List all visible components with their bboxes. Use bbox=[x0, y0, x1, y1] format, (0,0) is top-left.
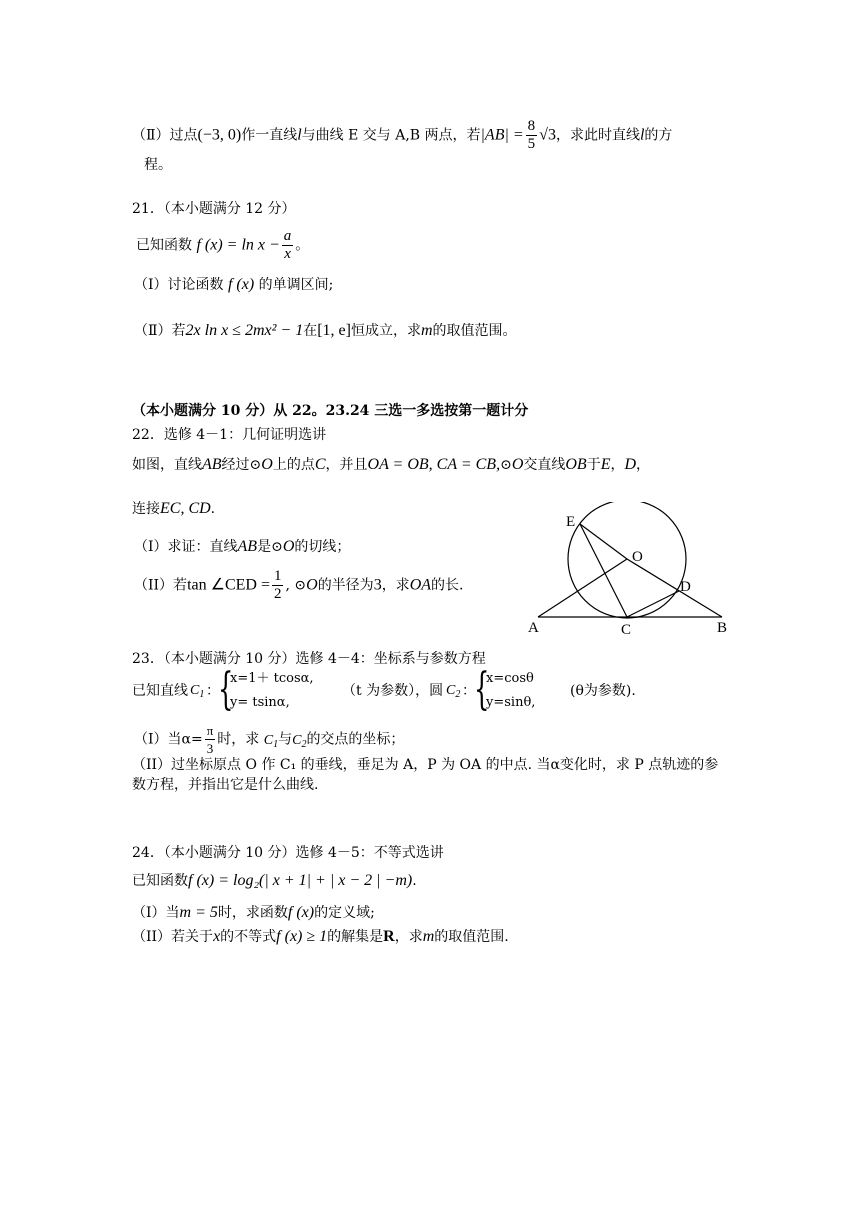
brace-left-c2: { bbox=[474, 664, 490, 715]
function-f: f (x) bbox=[227, 276, 255, 293]
text: 时，求函数 bbox=[217, 905, 288, 921]
text: （t 为参数），圆 bbox=[342, 683, 444, 699]
fraction-pi-3 bbox=[205, 722, 216, 757]
c: C bbox=[292, 732, 302, 748]
q22-text1 bbox=[132, 456, 650, 474]
text: 于 bbox=[586, 457, 601, 473]
label-b: B bbox=[717, 620, 728, 636]
text: 连接 bbox=[132, 501, 160, 517]
q23-part2-line2: 数方程，并指出它是什么曲线. bbox=[132, 777, 319, 793]
q24-header: 24．（本小题满分 10 分）选修 4－5：不等式选讲 bbox=[132, 845, 444, 861]
text: 的半径为 bbox=[317, 577, 374, 594]
line-ob bbox=[627, 559, 722, 617]
text: 已知函数 bbox=[132, 873, 188, 889]
line-eo bbox=[580, 524, 627, 559]
var-c: C bbox=[314, 456, 326, 473]
label-c: C bbox=[621, 622, 632, 638]
label-e: E bbox=[566, 514, 576, 530]
q23-header: 23．（本小题满分 10 分）选修 4－4：坐标系与参数方程 bbox=[132, 651, 486, 667]
var-e: E bbox=[600, 456, 611, 473]
denominator: x bbox=[284, 246, 291, 262]
fraction-1-2 bbox=[272, 568, 284, 603]
function-f-log: f (x) = log₂(| x + 1| + | x − 2 | −m) bbox=[188, 872, 413, 889]
var-o: O bbox=[306, 576, 318, 594]
text: 是⊙ bbox=[257, 539, 283, 555]
inequality: f (x) ≥ 1 bbox=[276, 928, 328, 945]
text: ，求 bbox=[381, 577, 410, 594]
tan-ced: tan ∠CED = bbox=[187, 576, 270, 594]
q22-text2 bbox=[132, 500, 215, 518]
var-ab: AB bbox=[202, 456, 222, 473]
var-o: O bbox=[282, 538, 295, 555]
var-x: x bbox=[213, 928, 221, 945]
text: （Ⅱ）过点 bbox=[132, 127, 198, 144]
q23-part1 bbox=[134, 722, 404, 757]
function-f: f (x) = ln x − bbox=[196, 236, 280, 254]
m-equals-5: m = 5 bbox=[179, 904, 218, 921]
c1-x-eq: x=1＋ tcosα, bbox=[230, 671, 314, 686]
set-r: R bbox=[383, 928, 395, 945]
var-c2 bbox=[292, 733, 306, 748]
text: ，求此时直线 bbox=[555, 127, 640, 144]
var-m: m bbox=[420, 322, 433, 339]
fraction-8-5 bbox=[526, 118, 538, 153]
q21-given bbox=[136, 228, 309, 263]
text: . bbox=[412, 873, 417, 889]
var-oa: OA bbox=[409, 576, 432, 594]
text: （I）当 bbox=[132, 905, 180, 921]
text: 上的点 bbox=[272, 457, 315, 473]
q22-part2 bbox=[134, 568, 463, 603]
text: 的定义域; bbox=[314, 905, 375, 921]
equalities: OA = OB, CA = CB, bbox=[367, 456, 501, 473]
label-a: A bbox=[528, 620, 539, 636]
c: C bbox=[263, 732, 274, 748]
text: （I）当α= bbox=[134, 731, 203, 748]
q23-part2-line1: （II）过坐标原点 O 作 C₁ 的垂线，垂足为 A，P 为 OA 的中点. 当α变化时，求 P 点轨迹的参 bbox=[132, 757, 719, 773]
subscript: 2 bbox=[455, 689, 461, 700]
q22-header: 22．选修 4－1：几何证明选讲 bbox=[132, 427, 327, 443]
abs-ab: |AB| = bbox=[480, 126, 524, 144]
text: 的单调区间; bbox=[258, 277, 334, 293]
brace-left-c1: { bbox=[218, 664, 234, 715]
subscript: 1 bbox=[199, 689, 205, 700]
text: 的方 bbox=[644, 127, 673, 144]
subscript: 1 bbox=[273, 738, 279, 750]
text: 的取值范围. bbox=[434, 929, 509, 945]
colon: ： bbox=[462, 683, 476, 699]
var-o: O bbox=[511, 456, 524, 473]
numerator: π bbox=[206, 723, 214, 738]
q20-part2-line1 bbox=[132, 118, 672, 153]
q23-given bbox=[132, 664, 752, 720]
text: ，求 bbox=[394, 929, 423, 945]
text: 的取值范围。 bbox=[432, 323, 517, 339]
text: , ⊙ bbox=[285, 577, 307, 594]
circle-o bbox=[568, 502, 686, 618]
q22-part1 bbox=[134, 538, 350, 556]
text: ，并且 bbox=[325, 457, 368, 473]
q21-part1 bbox=[134, 276, 333, 294]
text: . bbox=[210, 501, 216, 517]
fraction-a-x bbox=[282, 228, 294, 263]
text: ， bbox=[636, 457, 651, 473]
label-o: O bbox=[632, 549, 643, 565]
subscript: 2 bbox=[301, 738, 307, 750]
text: 的解集是 bbox=[327, 929, 384, 945]
inequality: 2x ln x ≤ 2mx² − 1 bbox=[185, 322, 304, 339]
text: (θ为参数). bbox=[570, 683, 636, 699]
text: 的不等式 bbox=[220, 929, 277, 945]
c: C bbox=[190, 683, 200, 698]
text: 已知直线 bbox=[132, 683, 188, 699]
var-ab: AB bbox=[237, 538, 258, 555]
text: 的长. bbox=[431, 577, 464, 594]
choose-header: （本小题满分 10 分）从 22。23.24 三选一多选按第一题计分 bbox=[132, 403, 529, 419]
var-ob: OB bbox=[565, 456, 587, 473]
numerator: a bbox=[283, 228, 292, 244]
var-ec-cd: EC, CD bbox=[160, 500, 211, 517]
text: ， bbox=[610, 457, 625, 473]
denominator: 3 bbox=[206, 741, 214, 756]
text: 在 bbox=[303, 323, 318, 339]
text: （II）若关于 bbox=[132, 929, 214, 945]
var-d: D bbox=[624, 456, 637, 473]
numerator: 8 bbox=[527, 118, 536, 134]
text: （Ⅰ）讨论函数 bbox=[134, 277, 224, 293]
denominator: 2 bbox=[273, 586, 282, 602]
number-3: 3 bbox=[373, 576, 382, 594]
point: (−3, 0) bbox=[197, 126, 242, 144]
text: 的切线； bbox=[294, 539, 351, 555]
label-d: D bbox=[680, 579, 691, 595]
text: 时，求 bbox=[217, 731, 260, 748]
text: 与曲线 E 交与 A,B 两点，若 bbox=[301, 127, 481, 144]
text: 作一直线 bbox=[241, 127, 298, 144]
interval: [1, e] bbox=[317, 322, 351, 339]
q24-part1 bbox=[132, 904, 375, 922]
numerator: 1 bbox=[273, 568, 282, 584]
text: （II）若 bbox=[134, 577, 188, 594]
text: 如图，直线 bbox=[132, 457, 202, 473]
q24-given bbox=[132, 872, 417, 890]
text: 。 bbox=[295, 237, 310, 254]
geometry-figure bbox=[526, 502, 736, 642]
c2-x-eq: x=cosθ bbox=[486, 671, 534, 686]
q21-header: 21．（本小题满分 12 分） bbox=[132, 201, 296, 217]
text: ⊙ bbox=[500, 457, 512, 473]
q24-part2 bbox=[132, 928, 509, 946]
var-c2 bbox=[446, 682, 460, 704]
line-oa bbox=[538, 559, 627, 617]
q20-part2-line2: 程。 bbox=[144, 157, 172, 173]
text: 交直线 bbox=[523, 457, 566, 473]
text: （I）求证：直线 bbox=[134, 539, 238, 555]
var-o: O bbox=[261, 456, 273, 473]
c1-y-eq: y= tsinα, bbox=[230, 695, 290, 710]
text: 已知函数 bbox=[136, 237, 192, 254]
var-c1 bbox=[190, 682, 204, 704]
q21-part2 bbox=[134, 322, 517, 340]
text: 的交点的坐标； bbox=[306, 731, 405, 748]
text: 恒成立，求 bbox=[350, 323, 421, 339]
sqrt-3: √3 bbox=[539, 126, 556, 144]
var-c1 bbox=[264, 733, 278, 748]
c2-y-eq: y=sinθ, bbox=[486, 695, 536, 710]
var-l: l bbox=[297, 126, 302, 144]
text: 经过⊙ bbox=[221, 457, 262, 473]
text: 与 bbox=[278, 731, 293, 748]
c: C bbox=[446, 683, 456, 698]
denominator: 5 bbox=[527, 136, 536, 152]
text: （Ⅱ）若 bbox=[134, 323, 186, 339]
function-f: f (x) bbox=[287, 904, 315, 921]
colon: ： bbox=[206, 683, 220, 699]
line-cd bbox=[627, 591, 679, 617]
var-m: m bbox=[422, 928, 435, 945]
var-l: l bbox=[639, 126, 645, 144]
